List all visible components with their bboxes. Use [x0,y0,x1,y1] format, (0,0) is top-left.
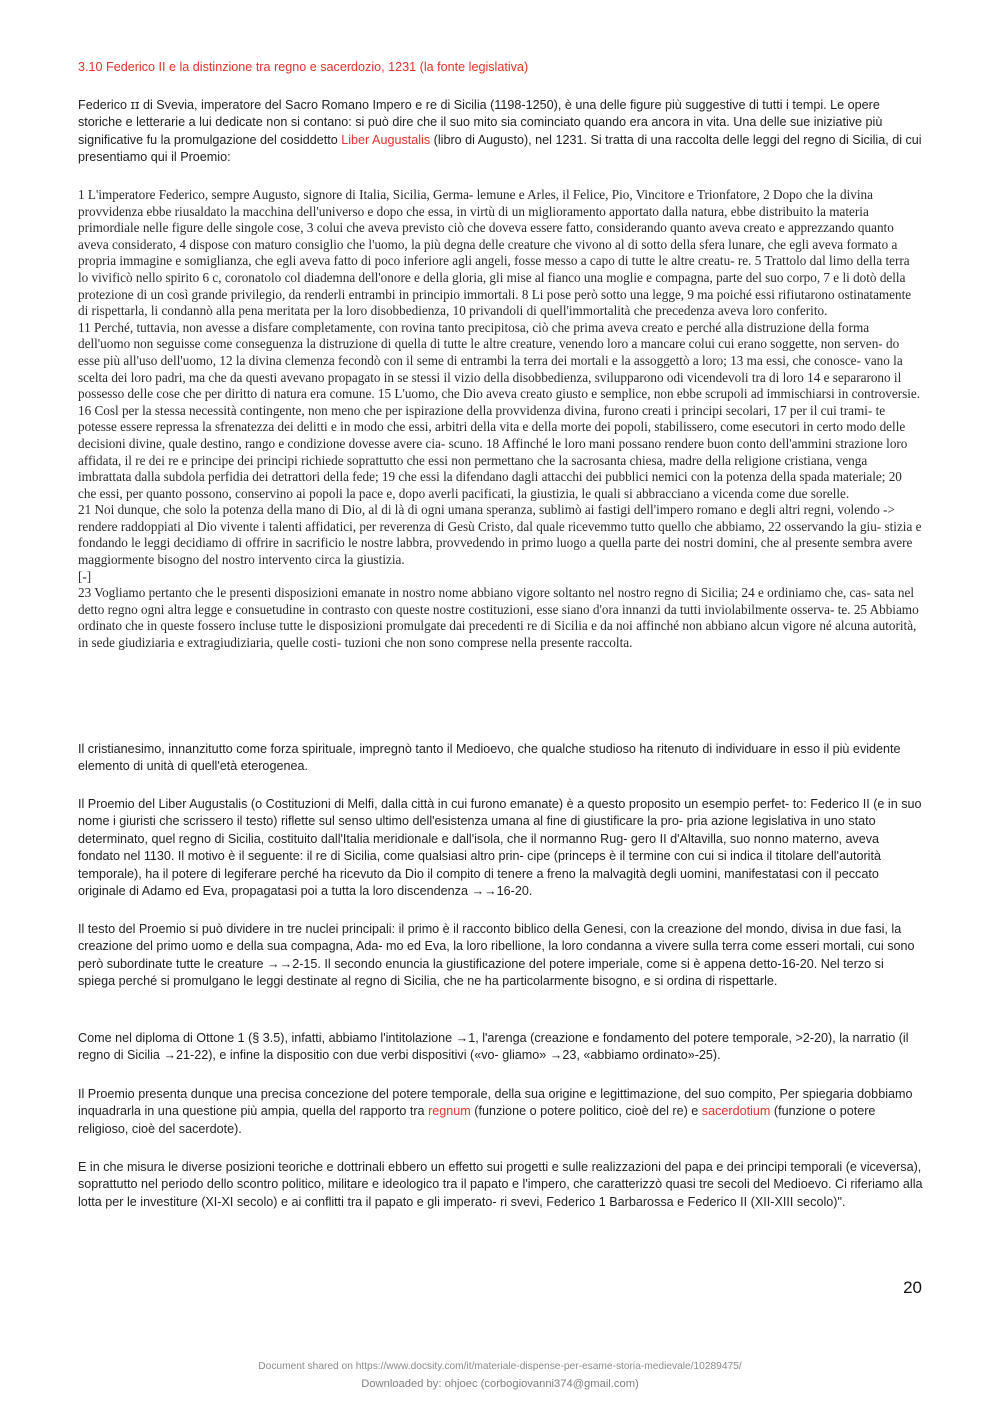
proemio-omission-mark: [-] [78,568,92,584]
testo-proemio-paragraph: Il testo del Proemio si può dividere in tre nuclei principali: il primo è il racconto biblico della Genesi, con la creazione del mondo, divisa in due fasi, la creazione del primo uomo e della sua compagna, Ada- mo ed Eva, la loro ribellione, la loro condanna a vivere sulla terra come esseri mortali, cui sono però subordinate tutte le creature →→2-15. Il secondo enuncia la giustificazione del potere imperiale, come si è appena detto-16-20. Nel terzo si spiega perché si promulgano le leggi destinate al regno di Sicilia, che ne ha particolarmente bisogno, e si ordina di rispettarle. [78,922,915,989]
misura-paragraph: E in che misura le diverse posizioni teoriche e dottrinali ebbero un effetto sui progetti e sulle realizzazioni del papa e dei principi temporali (e viceversa), soprattutto nel periodo dello scontro politico, militare e ideologico tra il papato e l'impero, che caratterizzò quasi tre secoli del Medioevo. Ci riferiamo alla lotta per le investiture (XI-XI secolo) e ai conflitti tra il papato e gli imperato- ri svevi, Federico 1 Barbarossa e Federico II (XII-XIII secolo)". [78,1160,923,1209]
section-heading: 3.10 Federico II e la distinzione tra regno e sacerdozio, 1231 (la fonte legislativa) [78,60,529,74]
proemio-paragraph-4: 21 Noi dunque, che solo la potenza della mano di Dio, al di là di ogni umana speranza, sublimò ai fastigi dell'impero romano e degli altri regni, volendo -> rendere raddoppiati al Dio vivente i talenti affidatici, per reverenza di Gesù Cristo, dal quale ricevemmo tutto quello che abbiamo, 22 osservando la giu- stizia e fondando le leggi decidiamo di offrire in sacrificio le nostre labbra, provvedendo in primo luogo a quella parte dei nostri domini, che al presente sembra avere maggiormente bisogno del nostro intervento circa la giustizia. [78,502,922,568]
proemio-paragraph-3: 16 Cosl per la stessa necessità contingente, non meno che per ispirazione della provvidenza divina, furono creati i principi secolari, 17 per il cui trami- te potesse essere repressa la sfrenatezza dei delitti e in modo che essi, arbitri della vita e della morte dei popoli, stabilissero, come esecutori in certo modo delle decisioni divine, quale destino, rango e condizione dovesse avere cia- scuno. 18 Affinché le loro mani possano rendere buon conto dell'ammini strazione loro affidata, il re dei re e principe dei principi richiede soprattutto che essi non permettano che la sacrosanta chiesa, madre della religione cristiana, venga imbrattata dalla subdola perfidia dei detrattori della fede; 19 che essi la difendano dagli attacchi dei pubblici nemici con la potenza della spada materiale; 20 che essi, per quanto possono, conservino ai popoli la pace e, dopo averli pacificati, la giustizia, le quali si abbracciano a vicenda come due sorelle. [78,402,908,501]
concezione-text-middle: (funzione o potere politico, cioè del re) e [470,1104,702,1119]
concezione-text-before: Il Proemio presenta dunque una precisa concezione del potere temporale, della sua origine e legittimazione, del suo compito, Per spiegaria dobbiamo inquadrarla in una questione più ampia, quella del rapporto tra [78,1087,913,1119]
page-number: 20 [903,1278,922,1297]
proemio-paragraph-1: 1 L'imperatore Federico, sempre Augusto, signore di Italia, Sicilia, Germa- lemune e Arles, il Felice, Pio, Vincitore e Trionfatore, 2 Dopo che la divina provvidenza ebbe riusaldato la macchina dell'universo e dopo che essa, in virtù di un miglioramento apportato dalla natura, ebbe distribuito la materia primordiale nelle figure delle singole cose, 3 colui che aveva previsto ciò che doveva essere fatto, considerando quanto aveva creato e apprezzando quanto aveva considerato, 4 dispose con maturo consiglio che l'uomo, la più degna delle creature che vivono al di sotto della sfera lunare, che egli aveva formato a propria immagine e somiglianza, che egli aveva fatto di poco inferiore agli angeli, fosse messo a capo di tutte le altre creatu- re. 5 Trattolo dal limo della terra lo vivificò nello spirito 6 c, coronatolo col diademna dell'onore e della gloria, gli mise al fianco una moglie e compagna, parte del suo corpo, 7 e li dotò della protezione di un così grande privilegio, da renderli entrambi in principio immortali. 8 Li pose però sotto una legge, 9 ma poiché essi rifiutarono ostinatamente di rispettarla, li condannò alla pena meritata per la loro disobbedienza, 10 privandoli di quell'immortalità che precedenza aveva loro conferito. [78,187,912,319]
footer-downloaded-by: Downloaded by: ohjoec (corbogiovanni374@gmail.com) [361,1378,639,1390]
sacerdotium-term: sacerdotium [701,1104,771,1119]
diploma-paragraph: Come nel diploma di Ottone 1 (§ 3.5), infatti, abbiamo l'intitolazione →1, l'arenga (creazione e fondamento del potere temporale, >2-20), la narratio (il regno di Sicilia →21-22), e infine la dispositio con due verbi dispositivi («vo- gliamo» →23, «abbiamo ordinato»-25). [78,1031,909,1063]
intro-text-before: Federico ɪɪ di Svevia, imperatore del Sacro Romano Impero e re di Sicilia (1198-1250), è una delle figure più suggestive di tutti i tempi. Le opere storiche e letterarie a lui dedicate non si contano: si può dire che il suo mito sia cominciato quando era ancora in vita. Una delle sue iniziative più significative fu la promulgazione del cosiddetto [78,98,883,147]
proemio-text [78,187,923,652]
concezione-text-after: (funzione o potere religioso, cioè del sacerdote). [78,1104,876,1136]
proemio-paragraph-5: 23 Vogliamo pertanto che le presenti disposizioni emanate in nostro nome abbiano vigore soltanto nel nostro regno di Sicilia; 24 e ordiniamo che, cas- sata nel detto regno ogni altra legge e consuetudine in contrasto con queste nostre costituzioni, esse siano d'ora innanzi da tutti inviolabilmente osserva- te. 25 Abbiamo ordinato che in queste fossero incluse tutte le disposizioni promulgate dai precedenti re di Sicilia e da noi affinché non abbiano alcun vigore né alcuna autorità, in sede giudiziaria e extragiudiziaria, quelle costi- tuzioni che non sono comprese nella presente raccolta. [78,585,919,651]
concezione-paragraph [78,1086,923,1138]
cristianesimo-paragraph: Il cristianesimo, innanzitutto come forza spirituale, impregnò tanto il Medioevo, che qualche studioso ha ritenuto di individuare in esso il più evidente elemento di unità di quell'età eterogenea. [78,742,901,774]
footer-shared-link[interactable]: Document shared on https://www.docsity.com/it/materiale-dispense-per-esame-storia-medievale/10289475/ [258,1361,742,1372]
proemio-paragraph-2: 11 Perché, tuttavia, non avesse a disfare completamente, con rovina tanto precipitosa, ciò che prima aveva creato e perché alla distruzione della forma dell'uomo non seguisse come conseguenza la distruzione di quella di tutte le altre creature, venendo loro a mancare colui cui erano soggette, non serven- do esse più all'uso dell'uomo, 12 la divina clemenza fecondò con il seme di entrambi la terra dei mortali e la assoggettò a loro; 13 ma essi, che conosce- vano la scelta dei loro padri, ma che da questi avevano propagato in se stessi il vizio della disobbedienza, svilupparono odi vicendevoli tra di loro 14 e separarono il possesso delle cose che per diritto di natura era comune. 15 L'uomo, che Dio aveva creato giusto e semplice, non ebbe scrupoli ad immischiarsi in controversie. [78,319,921,402]
intro-text-after: (libro di Augusto), nel 1231. Si tratta di una raccolta delle leggi del regno di Sicilia, di cui presentiamo qui il Proemio: [78,132,922,165]
liber-augustalis-term: Liber Augustalis [341,132,431,147]
intro-paragraph [78,97,923,167]
proemio-liber-paragraph: Il Proemio del Liber Augustalis (o Costituzioni di Melfi, dalla città in cui furono emanate) è a questo proposito un esempio perfet- to: Federico II (e in suo nome i giuristi che scrissero il testo) riflette sul senso ultimo dell'esistenza umana al fine di giustificare la pro- pria azione legislativa in uno stato determinato, quel regno di Sicilia, costituito dall'Italia meridionale e dall'isola, che il normanno Rug- gero II d'Altavilla, suo nonno materno, aveva fondato nel 1130. Il motivo è il seguente: il re di Sicilia, come qualsiasi altro prin- cipe (princeps è il termine con cui si indica il titolare dell'autorità temporale), ha il potere di legiferare perché ha ricevuto da Dio il compito di tenere a freno la malvagità degli uomini, manifestatasi con il peccato originale di Adamo ed Eva, propagatasi poi a tutta la loro discendenza →→16-20. [78,797,922,899]
regnum-term: regnum [428,1104,471,1119]
